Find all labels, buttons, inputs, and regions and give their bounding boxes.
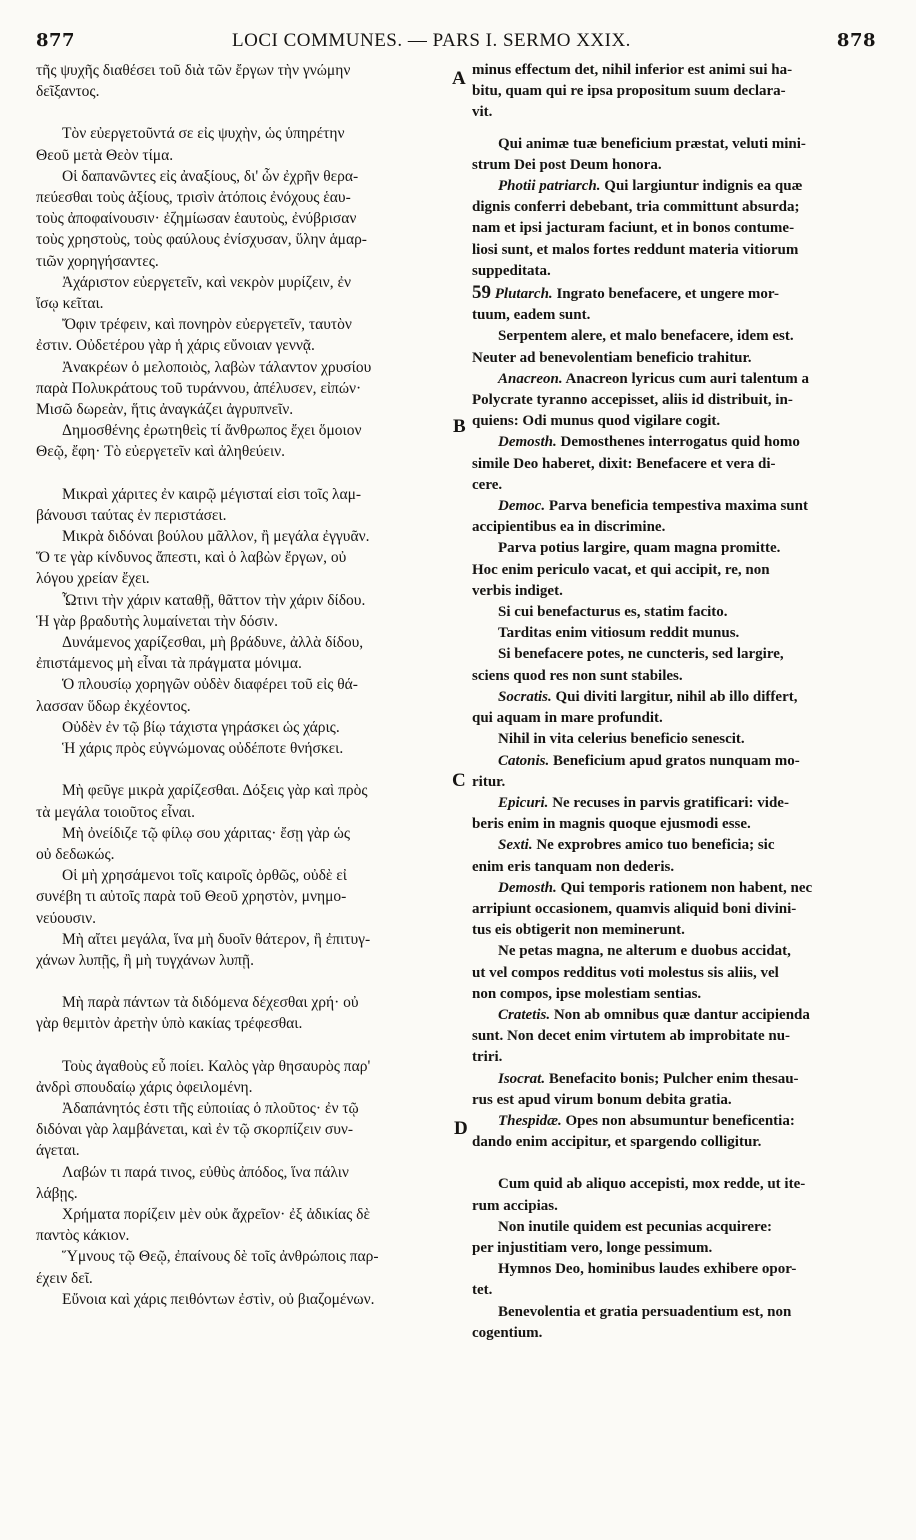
text-line: Thespidæ. Opes non absumuntur beneficentia: (498, 1112, 795, 1129)
text-line: τιῶν χορηγήσαντες. (36, 252, 159, 270)
text-line: Nihil in vita celerius beneficio senescit. (498, 731, 745, 748)
author-label: Plutarch. (494, 286, 553, 303)
text-line: τῆς ψυχῆς διαθέσει τοῦ διὰ τῶν ἔργων τὴν γνώμην (36, 62, 351, 79)
text-line: Χρήματα πορίζειν μὲν οὐκ ἄχρεῖον· ἐξ ἀδικίας δὲ (62, 1205, 370, 1223)
text-line: παρὰ Πολυκράτους τοῦ τυράννου, ἀπέλυσεν, εἰπών· (36, 379, 362, 397)
author-label: Anacreon. (498, 370, 563, 387)
author-label: Sexti. (498, 837, 533, 854)
text-line: Ἀχάριστον εὐεργετεῖν, καὶ νεκρὸν μυρίζειν, ἐν (62, 273, 351, 291)
page-header (0, 30, 916, 56)
text-line: Ὅ τε γὰρ κίνδυνος ἄπεστι, καὶ ὁ λαβὼν ἔργων, οὐ (36, 549, 347, 567)
text-line: Ἡ χάρις πρὸς εὐγνώμονας οὐδέποτε θνήσκει. (62, 740, 344, 758)
text-line: έχειν δεῖ. (36, 1269, 93, 1287)
text-line: Θεοῦ μετὰ Θεὸν τίμα. (36, 146, 174, 164)
author-label: Democ. (498, 498, 546, 515)
text-line: Μὴ φεῦγε μικρὰ χαρίζεσθαι. Δόξεις γὰρ καὶ πρὸς (62, 782, 368, 800)
text-line: παντὸς κάκιον. (36, 1227, 130, 1245)
text-line: beris enim in magnis quoque ejusmodi esse. (472, 816, 751, 833)
text-line: Photii patriarch. Qui largiuntur indignis ea quæ (498, 178, 803, 195)
author-label: Socratis. (498, 688, 552, 705)
text-line: πεύεσθαι τοὺς ἀξίους, τρισὶν ἀτόποις ἐνόχους ἑαυ- (36, 189, 351, 207)
text-line: arripiunt occasionem, quamvis aliquid boni divini- (472, 900, 797, 917)
section-marker-d: D (454, 1118, 468, 1139)
text-line: λάβῃς. (36, 1184, 78, 1202)
text-line: liosi sunt, et malos fortes reddunt materia vitiorum (472, 241, 799, 258)
text-line: accipientibus ea in discrimine. (472, 519, 666, 536)
text-line: Si cui benefacturus es, statim facito. (498, 604, 728, 621)
text-line: άγεται. (36, 1142, 80, 1160)
text-line: Τὸν εὐεργετοῦντά σε εἰς ψυχὴν, ὡς ὑπηρέτην (62, 125, 345, 143)
text-line: bitu, quam qui re ipsa propositum suum declara- (472, 83, 786, 100)
text-line: Ὁ πλουσίῳ χορηγῶν οὐδὲν διαφέρει τοῦ εἰς θά- (62, 676, 358, 694)
section-marker-a: A (452, 68, 466, 89)
text-line: Μὴ αἴτει μεγάλα, ἵνα μὴ δυοῖν θάτερον, ἢ ἐπιτυγ- (62, 930, 371, 948)
latin-column (472, 60, 880, 1344)
text-line: ritur. (472, 773, 506, 790)
text-line: Hoc enim periculo vacat, et qui accipit, re, non (472, 561, 770, 578)
text-line: dando enim accipitur, et spargendo colligitur. (472, 1134, 762, 1151)
text-line: qui aquam in mare profundit. (472, 710, 663, 727)
text-line: οὐ δεδωκώς. (36, 845, 115, 863)
text-line: Μικραὶ χάριτες ἐν καιρῷ μέγισταί εἰσι τοῖς λαμ- (62, 485, 362, 503)
text-line: Tarditas enim vitiosum reddit munus. (498, 625, 740, 642)
text-line: 59 Plutarch. Ingrato benefacere, et ungere mor- (472, 282, 780, 304)
text-line: sciens quod res non sunt stabiles. (472, 667, 683, 684)
text-line: Sexti. Ne exprobres amico tuo beneficia; sic (498, 837, 775, 854)
text-line: διδόναι γὰρ λαμβάνεται, καὶ ἐν τῷ σκορπίζειν συν- (36, 1121, 354, 1139)
text-line: ἴσῳ κεῖται. (36, 295, 104, 313)
text-line: tet. (472, 1282, 493, 1299)
text-line: tuum, eadem sunt. (472, 307, 591, 324)
text-line: τοὺς χρηστοὺς, τοὺς φαύλους ἐνίσχυσαν, ὕλην ἁμαρ- (36, 231, 367, 249)
text-line: nam et ipsi jacturam faciunt, et in bonos contume- (472, 220, 795, 237)
text-line: ἀνδρὶ σπουδαίῳ χάρις ὀφειλομένη. (36, 1078, 253, 1096)
page-number-left: 877 (36, 30, 76, 51)
author-label: Catonis. (498, 752, 550, 769)
text-line: Ne petas magna, ne alterum e duobus accidat, (498, 943, 791, 960)
text-line: rum accipias. (472, 1197, 558, 1214)
text-line: Μισῶ δωρεὰν, ἥτις ἀναγκάζει ἀγρυπνεῖν. (36, 401, 294, 419)
text-line: cogentium. (472, 1324, 543, 1341)
text-line: enim eris tanquam non dederis. (472, 858, 675, 875)
text-line: γὰρ θεμιτὸν ἀρετὴν ὑπὸ κακίας τρέφεσθαι. (36, 1015, 303, 1033)
text-line: Λαβών τι παρά τινος, εὐθὺς ἀπόδος, ἵνα πάλιν (62, 1163, 349, 1181)
section-marker-b: B (453, 416, 466, 437)
text-line: Hymnos Deo, hominibus laudes exhibere opor- (498, 1261, 797, 1278)
text-line: Parva potius largire, quam magna promitte. (498, 540, 781, 557)
text-line: Μικρὰ διδόναι βούλου μᾶλλον, ἢ μεγάλα ἐγγυᾶν. (62, 528, 370, 546)
text-line: Θεῷ, ἔφη· Τὸ εὐεργετεῖν καὶ ἀληθεύειν. (36, 443, 285, 461)
author-label: Isocrat. (498, 1070, 546, 1087)
text-line: rus est apud virum bonum debita gratia. (472, 1091, 732, 1108)
text-line: verbis indiget. (472, 582, 563, 599)
text-line: Τοὺς ἀγαθοὺς εὖ ποίει. Καλὸς γὰρ θησαυρὸς παρ' (62, 1057, 371, 1075)
text-line: τοὺς ἀποφαίνουσιν· ἐζημίωσαν ἑαυτοὺς, ἐνύβρισαν (36, 210, 357, 228)
text-line: Demosth. Qui temporis rationem non habent, nec (498, 879, 813, 896)
author-label: Demosth. (498, 434, 557, 451)
text-line: Anacreon. Anacreon lyricus cum auri talentum a (498, 370, 809, 387)
text-line: sunt. Non decet enim virtutem ab improbitate nu- (472, 1028, 791, 1045)
text-line: Δυνάμενος χαρίζεσθαι, μὴ βράδυνε, ἀλλὰ δίδου, (62, 634, 364, 652)
text-line: ἐπιστάμενος μὴ εἶναι τὰ πράγματα μόνιμα. (36, 655, 302, 673)
text-line: Si benefacere potes, ne cuncteris, sed largire, (498, 646, 784, 663)
text-line: Δημοσθένης ἐρωτηθεὶς τί ἄνθρωπος ἔχει ὅμοιον (62, 422, 362, 440)
text-line: Εὔνοια καὶ χάρις πειθόντων ἐστὶν, οὐ βιαζομένων. (62, 1290, 375, 1308)
text-line: Οἱ μὴ χρησάμενοι τοῖς καιροῖς ὀρθῶς, οὐδὲ εἰ (62, 867, 347, 885)
author-label: Cratetis. (498, 1006, 551, 1023)
text-line: Socratis. Qui diviti largitur, nihil ab illo differt, (498, 688, 798, 705)
text-line: Isocrat. Benefacito bonis; Pulcher enim thesau- (498, 1070, 799, 1087)
text-line: συνέβη τι αὐτοῖς παρὰ τοῦ Θεοῦ χρηστὸν, μνημο- (36, 888, 347, 906)
author-label: Thespidæ. (498, 1112, 562, 1129)
author-label: Photii patriarch. (498, 178, 601, 195)
text-line: Serpentem alere, et malo benefacere, idem est. (498, 328, 794, 345)
text-line: δεῖξαντος. (36, 83, 100, 101)
running-title: LOCI COMMUNES. — PARS I. SERMO XXIX. (232, 30, 631, 51)
text-line: λασσαν ὕδωρ ἐκχέοντος. (36, 697, 191, 715)
text-line: Ἀδαπάνητός ἐστι τῆς εὐποιίας ὁ πλοῦτος· ἐν τῷ (62, 1099, 359, 1117)
text-line: Οὐδὲν ἐν τῷ βίῳ τάχιστα γηράσκει ὡς χάρις. (62, 718, 340, 736)
text-line: Epicuri. Ne recuses in parvis gratificari: vide- (498, 794, 789, 811)
text-line: Demosth. Demosthenes interrogatus quid homo (498, 434, 800, 451)
text-line: τὰ μεγάλα τοιοῦτος εἶναι. (36, 803, 195, 821)
text-line: simile Deo haberet, dixit: Benefacere et vera di- (472, 455, 776, 472)
text-line: vit. (472, 104, 493, 121)
text-line: Catonis. Beneficium apud gratos nunquam mo- (498, 752, 800, 769)
text-line: Democ. Parva beneficia tempestiva maxima sunt (498, 498, 808, 515)
text-line: Neuter ad benevolentiam beneficio trahitur. (472, 349, 752, 366)
text-line: λόγου χρείαν ἔχει. (36, 570, 150, 588)
text-line: Non inutile quidem est pecunias acquirere: (498, 1218, 773, 1235)
page-number-right: 878 (836, 30, 876, 51)
text-line: per injustitiam vero, longe pessimum. (472, 1239, 713, 1256)
text-line: Ἀνακρέων ὁ μελοποιὸς, λαβὼν τάλαντον χρυσίου (62, 358, 372, 376)
text-line: Ὧτινι τὴν χάριν καταθῇ, θᾶττον τὴν χάριν δίδου. (62, 591, 366, 609)
text-line: Μὴ ὀνείδιζε τῷ φίλῳ σου χάριτας· ἔσῃ γὰρ ὡς (62, 824, 350, 842)
text-line: ἐστιν. Οὐδετέρου γὰρ ἡ χάρις εὔνοιαν γεννᾷ. (36, 337, 315, 355)
text-line: Benevolentia et gratia persuadentium est, non (498, 1303, 792, 1320)
author-label: Epicuri. (498, 794, 549, 811)
text-line: cere. (472, 476, 503, 493)
text-line: Ἡ γὰρ βραδυτὴς λυμαίνεται τὴν δόσιν. (36, 612, 278, 630)
text-line: Cum quid ab aliquo accepisti, mox redde, ut ite- (498, 1176, 806, 1193)
text-line: Οἱ δαπανῶντες εἰς ἀναξίους, δι' ὧν ἐχρῆν θερα- (62, 167, 359, 185)
section-number: 59 (472, 282, 491, 304)
text-line: dignis conferri debebant, tria committunt absurda; (472, 199, 800, 216)
text-line: non compos, ipse molestiam sentias. (472, 985, 702, 1002)
text-line: βάνουσι ταύτας ἐν περιστάσει. (36, 506, 227, 524)
text-line: νεύουσιν. (36, 909, 97, 927)
text-line: suppeditata. (472, 262, 551, 279)
text-line: ut vel compos redditus voti molestus sis aliis, vel (472, 964, 779, 981)
text-line: Μὴ παρὰ πάντων τὰ διδόμενα δέχεσθαι χρή· οὐ (62, 994, 359, 1012)
text-line: Ὄφιν τρέφειν, καὶ πονηρὸν εὐεργετεῖν, ταυτὸν (62, 316, 352, 334)
text-line: minus effectum det, nihil inferior est animi sui ha- (472, 62, 793, 78)
text-line: tus eis obtigerit non meminerunt. (472, 922, 685, 939)
text-line: triri. (472, 1049, 503, 1066)
section-marker-c: C (452, 770, 466, 791)
greek-column (36, 60, 450, 1310)
author-label: Demosth. (498, 879, 557, 896)
text-line: χάνων λυπῇς, ἢ μὴ τυγχάνων λυπῇ. (36, 951, 254, 969)
text-line: Qui animæ tuæ beneficium præstat, veluti mini- (498, 135, 806, 152)
text-line: quiens: Odi munus quod vigilare cogit. (472, 413, 721, 430)
text-line: Polycrate tyranno accepisset, aliis id distribuit, in- (472, 392, 793, 409)
text-line: strum Dei post Deum honora. (472, 156, 662, 173)
text-line: Ὕμνους τῷ Θεῷ, ἐπαίνους δὲ τοῖς ἀνθρώποις παρ- (62, 1248, 379, 1266)
text-line: Cratetis. Non ab omnibus quæ dantur accipienda (498, 1006, 810, 1023)
